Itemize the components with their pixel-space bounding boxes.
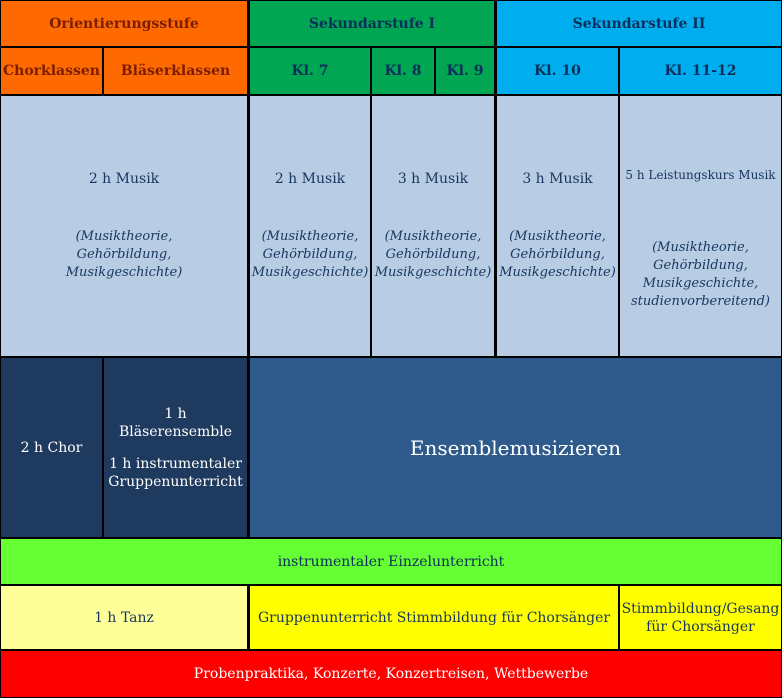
stimmbildung-gesang-line1: Stimmbildung/Gesang xyxy=(621,600,780,617)
musik-kl11-12 xyxy=(620,96,781,356)
detail-line: Gehörbildung, xyxy=(653,258,748,273)
ensemble-blaeser-line3: 1 h instrumentaler xyxy=(109,455,242,472)
ensemble-blaeser-line4: Gruppenunterricht xyxy=(108,473,243,490)
gruppenunterricht-stimmbildung xyxy=(250,586,618,649)
subheader-kl9-label: Kl. 9 xyxy=(446,63,484,79)
tanz-label: 1 h Tanz xyxy=(94,609,154,626)
header-orientierungsstufe-label: Orientierungsstufe xyxy=(49,15,199,32)
subheader-kl7-label: Kl. 7 xyxy=(291,63,329,79)
detail-line: Musikgeschichte) xyxy=(499,265,616,280)
detail-line: Gehörbildung, xyxy=(510,247,605,262)
ensemblemusizieren xyxy=(250,358,781,537)
probenpraktika-footer xyxy=(1,651,781,697)
detail-line: (Musiktheorie, xyxy=(261,229,359,244)
musik-kl11-12-hours: 5 h Leistungskurs Musik xyxy=(625,168,776,182)
detail-line: Gehörbildung, xyxy=(262,247,358,262)
detail-line: (Musiktheorie, xyxy=(509,229,606,244)
musik-kl10-detail xyxy=(499,228,616,282)
musik-kl11-12-detail xyxy=(631,239,770,311)
header-orientierungsstufe xyxy=(1,1,247,46)
detail-line: (Musiktheorie, xyxy=(75,229,173,244)
subheader-kl9 xyxy=(436,48,494,94)
subheader-chorklassen-label: Chorklassen xyxy=(3,63,100,79)
detail-line: (Musiktheorie, xyxy=(652,240,749,255)
probenpraktika-footer-label: Probenpraktika, Konzerte, Konzertreisen, Wettbewerbe xyxy=(193,666,589,682)
header-sekundarstufe-2-label: Sekundarstufe II xyxy=(572,15,706,32)
subheader-kl8 xyxy=(372,48,434,94)
musik-kl7-detail xyxy=(252,228,369,282)
einzelunterricht-label: instrumentaler Einzelunterricht xyxy=(277,553,505,570)
stimmbildung-gesang xyxy=(620,586,781,649)
musik-orientierungsstufe-detail xyxy=(66,228,183,282)
detail-line: Musikgeschichte) xyxy=(374,265,492,280)
subheader-kl10 xyxy=(497,48,618,94)
detail-line: Musikgeschichte) xyxy=(251,265,369,280)
stimmbildung-gesang-line2: für Chorsänger xyxy=(646,618,755,635)
detail-line: Gehörbildung, xyxy=(76,247,172,262)
tanz xyxy=(1,586,247,649)
musik-orientierungsstufe-hours: 2 h Musik xyxy=(88,171,160,187)
subheader-kl8-label: Kl. 8 xyxy=(384,63,422,79)
subheader-kl7 xyxy=(250,48,370,94)
musik-kl10-hours: 3 h Musik xyxy=(522,171,593,187)
ensemblemusizieren-label: Ensemblemusizieren xyxy=(409,435,622,460)
detail-line: Musikgeschichte, xyxy=(642,276,759,291)
subheader-kl11-12-label: Kl. 11-12 xyxy=(664,63,737,79)
gruppenunterricht-stimmbildung-label: Gruppenunterricht Stimmbildung für Chorsänger xyxy=(257,609,611,626)
ensemble-chor xyxy=(1,358,102,537)
subheader-blaeserklassen-label: Bläserklassen xyxy=(120,63,231,79)
musik-kl8-9-hours: 3 h Musik xyxy=(397,171,469,187)
subheader-kl11-12 xyxy=(620,48,781,94)
header-sekundarstufe-2 xyxy=(497,1,781,46)
musik-kl10 xyxy=(497,96,618,356)
musik-kl7 xyxy=(250,96,370,356)
detail-line: (Musiktheorie, xyxy=(384,229,482,244)
header-sekundarstufe-1 xyxy=(250,1,494,46)
detail-line: Gehörbildung, xyxy=(385,247,481,262)
ensemble-blaeser xyxy=(104,358,247,537)
detail-line: studienvorbereitend) xyxy=(631,294,770,309)
detail-line: Musikgeschichte) xyxy=(65,265,183,280)
subheader-blaeserklassen xyxy=(104,48,247,94)
ensemble-blaeser-line1: 1 h xyxy=(164,405,187,422)
subheader-chorklassen xyxy=(1,48,102,94)
musik-kl8-9-detail xyxy=(375,228,492,282)
ensemble-blaeser-line2: Bläserensemble xyxy=(118,423,233,440)
ensemble-chor-label: 2 h Chor xyxy=(20,439,83,456)
einzelunterricht xyxy=(1,539,781,584)
musik-kl8-9 xyxy=(372,96,494,356)
header-sekundarstufe-1-label: Sekundarstufe I xyxy=(308,15,436,32)
musik-kl7-hours: 2 h Musik xyxy=(274,171,346,187)
subheader-kl10-label: Kl. 10 xyxy=(534,63,581,79)
musik-orientierungsstufe xyxy=(1,96,247,356)
